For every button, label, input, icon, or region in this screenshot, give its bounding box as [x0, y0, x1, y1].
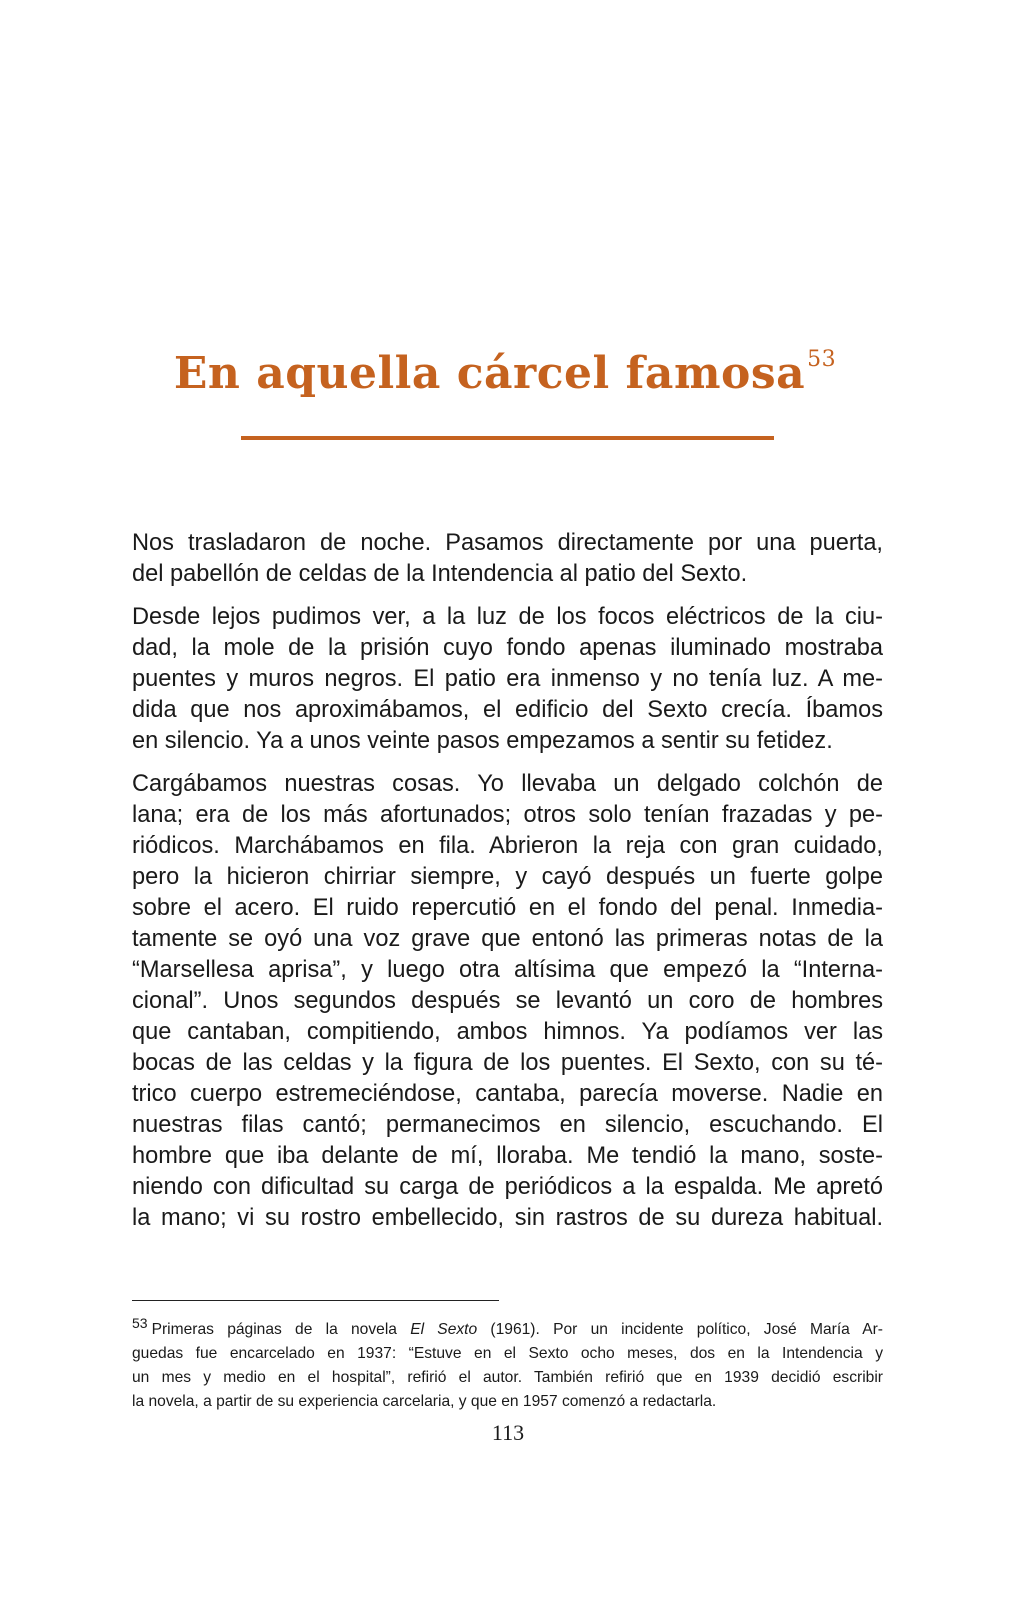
text-line: Nos trasladaron de noche. Pasamos directamente por una puerta, — [132, 530, 883, 556]
footnote-text: Primeras páginas de la novela — [151, 1321, 411, 1338]
text-line: “Marsellesa aprisa”, y luego otra altísima que empezó la “Interna- — [132, 957, 883, 983]
footnote-line: guedas fue encarcelado en 1937: “Estuve en el Sexto ocho meses, dos en la Intendencia y — [132, 1345, 883, 1362]
text-line: riódicos. Marchábamos en fila. Abrieron la reja con gran cuidado, — [132, 833, 883, 859]
footnote-book-title: El Sexto — [410, 1321, 478, 1338]
text-line: Desde lejos pudimos ver, a la luz de los focos eléctricos de la ciu- — [132, 604, 883, 630]
text-line: puentes y muros negros. El patio era inmenso y no tenía luz. A me- — [132, 666, 883, 692]
body-text — [132, 528, 883, 1246]
chapter-title-text: En aquella cárcel famosa — [173, 348, 806, 400]
paragraph-2 — [132, 602, 883, 757]
footnote-text: (1961). Por un incidente político, José María Ar- — [477, 1321, 883, 1338]
text-line: Cargábamos nuestras cosas. Yo llevaba un delgado colchón de — [132, 771, 883, 797]
footnote-marker: 53 — [132, 1315, 148, 1331]
footnote-line: un mes y medio en el hospital”, refirió el autor. También refirió que en 1939 decidió escribir — [132, 1369, 883, 1386]
title-underline — [241, 436, 774, 440]
text-line: nuestras filas cantó; permanecimos en silencio, escuchando. El — [132, 1112, 883, 1138]
text-line: lana; era de los más afortunados; otros solo tenían frazadas y pe- — [132, 802, 883, 828]
chapter-title — [0, 347, 1010, 399]
text-line: pero la hicieron chirriar siempre, y cayó después un fuerte golpe — [132, 864, 883, 890]
footnote-line — [132, 1311, 883, 1342]
text-line: cional”. Unos segundos después se levantó un coro de hombres — [132, 988, 883, 1014]
text-line: bocas de las celdas y la figura de los puentes. El Sexto, con su té- — [132, 1050, 883, 1076]
text-line: dad, la mole de la prisión cuyo fondo apenas iluminado mostraba — [132, 635, 883, 661]
text-line: en silencio. Ya a unos veinte pasos empezamos a sentir su fetidez. — [132, 728, 833, 754]
footnote-separator — [132, 1300, 499, 1301]
text-line: trico cuerpo estremeciéndose, cantaba, parecía moverse. Nadie en — [132, 1081, 883, 1107]
footnote-line: la novela, a partir de su experiencia carcelaria, y que en 1957 comenzó a redactarla. — [132, 1393, 717, 1410]
text-line: del pabellón de celdas de la Intendencia al patio del Sexto. — [132, 561, 748, 587]
text-line: tamente se oyó una voz grave que entonó las primeras notas de la — [132, 926, 883, 952]
footnote-reference[interactable]: 53 — [807, 347, 837, 373]
text-line: niendo con dificultad su carga de periódicos a la espalda. Me apretó — [132, 1174, 883, 1200]
text-line: que cantaban, compitiendo, ambos himnos. Ya podíamos ver las — [132, 1019, 883, 1045]
text-line: sobre el acero. El ruido repercutió en el fondo del penal. Inmedia- — [132, 895, 883, 921]
text-line: la mano; vi su rostro embellecido, sin rastros de su dureza habitual. — [132, 1205, 883, 1231]
footnote — [132, 1311, 883, 1414]
paragraph-3 — [132, 769, 883, 1234]
text-line: hombre que iba delante de mí, lloraba. Me tendió la mano, soste- — [132, 1143, 883, 1169]
page-number: 113 — [491, 1420, 525, 1445]
text-line: dida que nos aproximábamos, el edificio del Sexto crecía. Íbamos — [132, 697, 883, 723]
paragraph-1 — [132, 528, 883, 590]
